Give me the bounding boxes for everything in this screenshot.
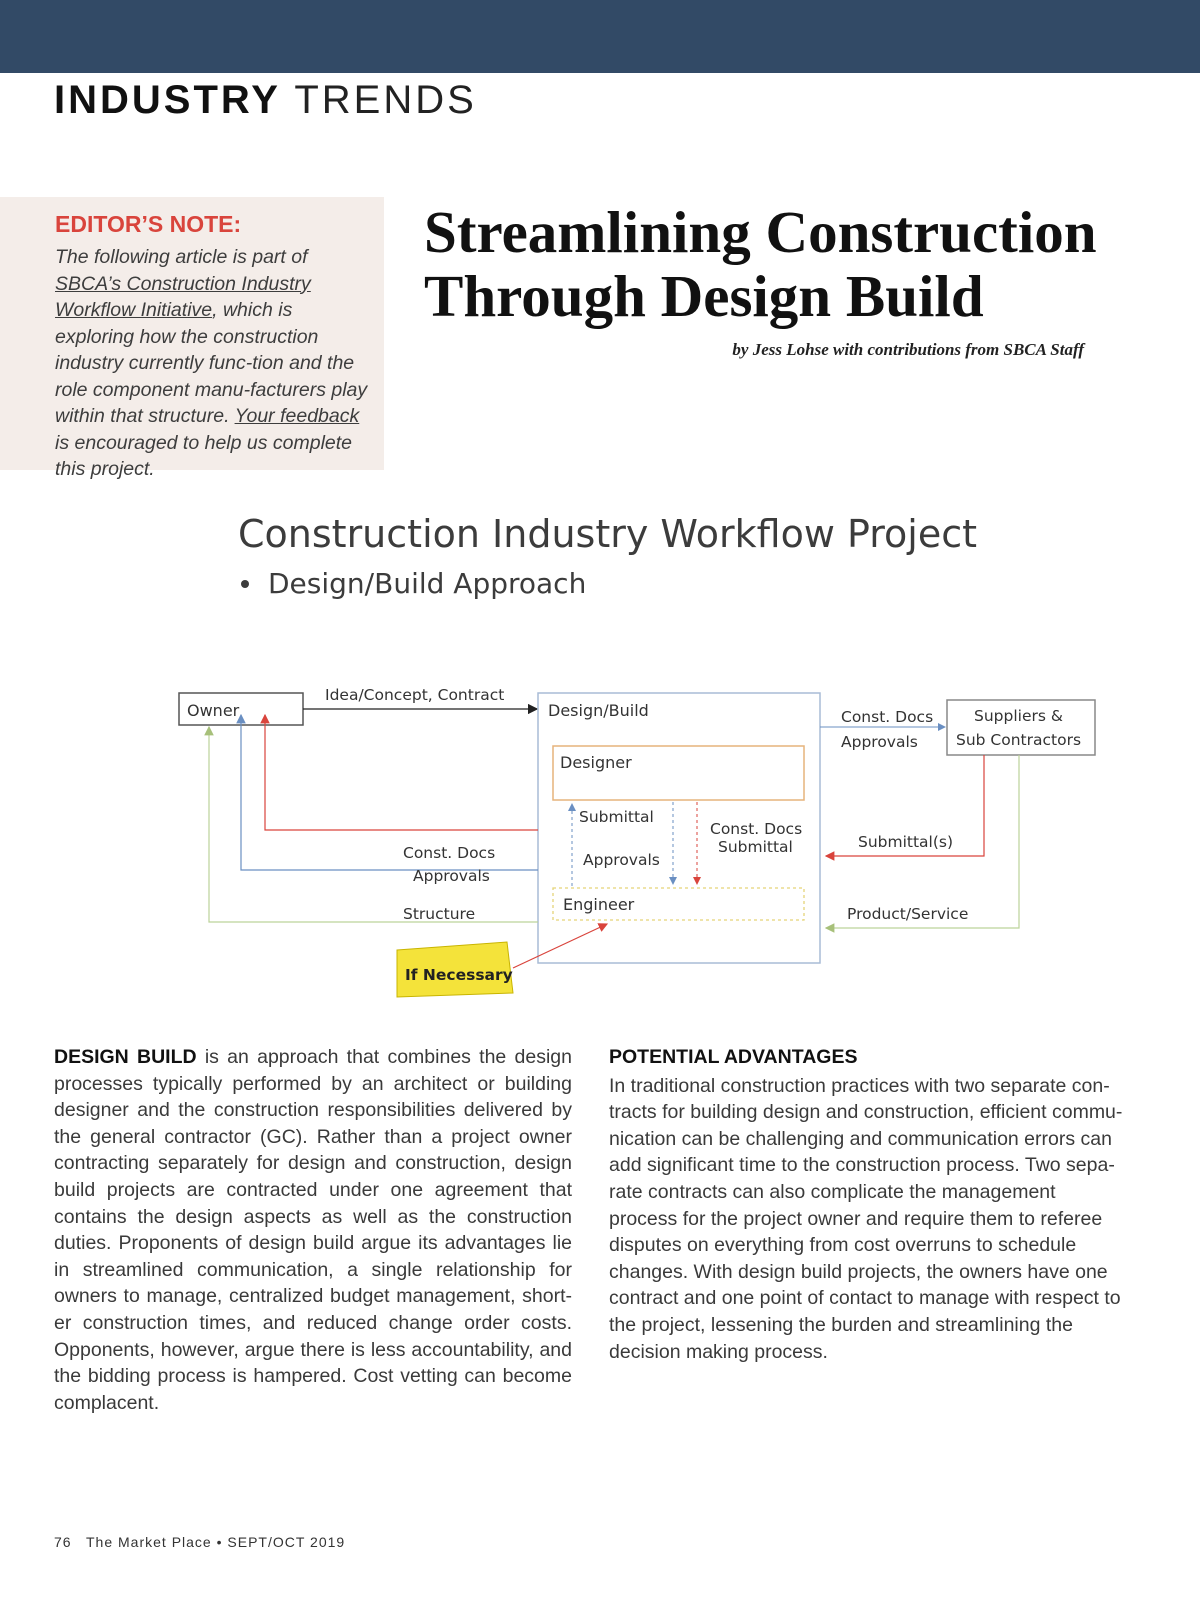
editors-note-text-1: The following article is part of (55, 246, 308, 268)
section-header-bold: INDUSTRY (54, 78, 281, 122)
feedback-link[interactable]: Your feedback (234, 405, 360, 427)
workflow-diagram (0, 500, 1200, 1020)
article-headline (424, 200, 1164, 328)
design-build-label: Design/Build (548, 701, 649, 720)
editors-note-text (55, 244, 370, 483)
page-number: 76 (54, 1534, 72, 1550)
workflow-initiative-link[interactable]: SBCA’s Construction Industry Workflow Initiative (55, 272, 311, 321)
idea-contract-label: Idea/Concept, Contract (325, 686, 505, 704)
suppliers-label-line1: Suppliers & (974, 707, 1063, 725)
design-build-text: is an approach that combines the design processes typically performed by an architect or building designer and the construction responsibilities delivered by the general contractor (GC). Rather than a project owner contracting separately for design and construction, design build projects are contracted under one agreement that contains the design aspects as well as the construction duties. Proponents of design build argue its advantages lie in streamlined communication, a single relationship for owners to manage, centralized budget management, short-er construction times, and reduced change order costs. Opponents, however, argue there is less accountability, and the bidding process is hampered. Cost vetting can become complacent. (54, 1046, 572, 1414)
structure-label: Structure (403, 905, 476, 923)
footer-bullet: • (216, 1534, 223, 1550)
page-footer (54, 1534, 345, 1550)
diagram-subtitle: Design/Build Approach (268, 567, 587, 600)
left-approvals-label: Approvals (413, 867, 490, 885)
article-byline: by Jess Lohse with contributions from SBCA Staff (732, 340, 1084, 359)
product-service-label: Product/Service (847, 905, 969, 923)
body-column-right (609, 1044, 1127, 1365)
designer-label: Designer (560, 753, 632, 772)
design-build-lead: DESIGN BUILD (54, 1046, 197, 1068)
approvals-label: Approvals (583, 851, 660, 869)
diagram-title: Construction Industry Workflow Project (238, 512, 977, 556)
owner-label: Owner (187, 701, 240, 720)
headline-line-2: Through Design Build (424, 263, 984, 329)
editors-note-box (0, 197, 384, 480)
publication-name: The Market Place (86, 1534, 212, 1550)
headline-line-1: Streamlining Construction (424, 199, 1097, 265)
potential-advantages-text: In traditional construction practices with two separate con-tracts for building design and construction, efficient commu-nication can be challenging and communication errors can add significant time to the construction process. Two sepa-rate contracts can also complicate the management process for the project owner and require them to referee disputes on everything from cost overruns to schedule changes. With design build projects, the owners have one contract and one point of contact to manage with respect to the project, lessening the burden and streamlining the decision making process. (609, 1074, 1123, 1363)
const-docs-submittal-line2: Submittal (718, 838, 793, 856)
body-column-left (54, 1044, 572, 1416)
diagram-subtitle-bullet (241, 580, 249, 588)
section-header-light: TRENDS (294, 78, 477, 122)
engineer-label: Engineer (563, 895, 635, 914)
right-const-docs-label: Const. Docs (841, 708, 934, 726)
issue-date: SEPT/OCT 2019 (227, 1534, 346, 1550)
editors-note-text-2: , which is exploring how the construction industry currently func-tion and the role component manu-facturers play within that structure. (55, 299, 368, 427)
potential-advantages-heading: POTENTIAL ADVANTAGES (609, 1046, 858, 1068)
submittals-label: Submittal(s) (858, 833, 954, 851)
suppliers-label-line2: Sub Contractors (956, 731, 1082, 749)
submittal-label: Submittal (579, 808, 654, 826)
if-necessary-label: If Necessary (405, 966, 513, 984)
editors-note-text-3: is encouraged to help us complete this project. (55, 431, 353, 480)
editors-note-title: EDITOR’S NOTE: (55, 211, 242, 237)
const-docs-submittal-line1: Const. Docs (710, 820, 803, 838)
section-header (54, 78, 477, 123)
left-const-docs-label: Const. Docs (403, 844, 496, 862)
right-approvals-label: Approvals (841, 733, 918, 751)
top-color-bar (0, 0, 1200, 73)
